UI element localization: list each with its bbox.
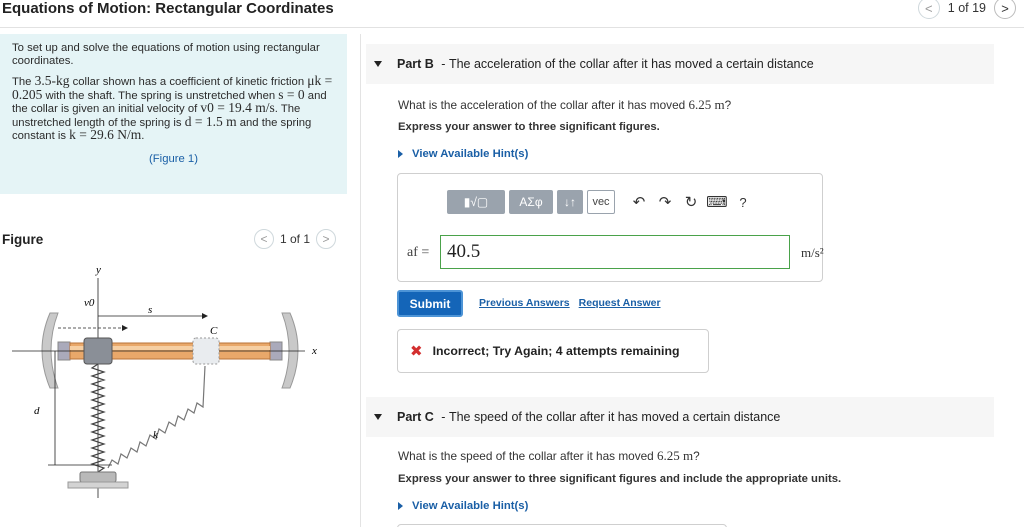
- toolbar-actions: [626, 190, 756, 214]
- figure-link[interactable]: (Figure 1): [149, 152, 198, 165]
- feedback-box: [397, 329, 709, 373]
- item-pager: [918, 0, 1016, 19]
- templates-button[interactable]: ▮√▢: [447, 190, 505, 214]
- chevron-left-icon[interactable]: <: [254, 229, 274, 249]
- part-c-hint-link[interactable]: View Available Hint(s): [398, 500, 528, 512]
- previous-answers-link[interactable]: Previous Answers: [479, 297, 570, 309]
- part-c-instruction: Express your answer to three significant figures and include the appropriate units.: [398, 473, 842, 485]
- top-bar: [0, 0, 1024, 28]
- collapse-triangle-icon[interactable]: [374, 414, 382, 420]
- fig-label-s: s: [148, 304, 153, 316]
- part-c-header[interactable]: Part C - The speed of the collar after it has moved a certain distance: [366, 397, 994, 437]
- part-c-letter: Part C: [397, 410, 434, 424]
- chevron-left-icon[interactable]: <: [918, 0, 940, 19]
- problem-body: The 3.5-kg collar shown has a coefficient of kinetic friction μk = 0.205 with the shaft. The spring is unstretched when s = 0 and the collar is given an initial velocity of v0 = 19.4 m/s. The unstretched length of the spring is d = 1.5 m and the spring constant is k = 29.6 N/m.: [12, 73, 333, 142]
- part-b-title: The acceleration of the collar after it has moved a certain distance: [448, 57, 814, 71]
- page-title: Equations of Motion: Rectangular Coordinates: [2, 0, 334, 17]
- figure-pager: [254, 229, 336, 249]
- part-b-question: What is the acceleration of the collar after it has moved 6.25 m?: [398, 97, 732, 112]
- fig-label-v0: v0: [84, 297, 95, 309]
- part-b-hint-link[interactable]: View Available Hint(s): [398, 148, 528, 160]
- answer-unit: m/s²: [801, 245, 824, 260]
- figure-counter: 1 of 1: [280, 232, 311, 246]
- undo-icon[interactable]: ↶: [632, 194, 646, 211]
- error-x-icon: ✖: [410, 343, 423, 360]
- fig-label-x: x: [312, 345, 317, 357]
- keyboard-icon[interactable]: ⌨: [706, 194, 728, 211]
- answer-links: [479, 297, 661, 309]
- part-b-header[interactable]: Part B - The acceleration of the collar after it has moved a certain distance: [366, 44, 994, 84]
- answer-variable: af =: [407, 245, 430, 260]
- figure-heading: Figure: [2, 232, 44, 247]
- math-toolbar: [447, 190, 615, 214]
- greek-symbols-button[interactable]: ΑΣφ: [509, 190, 553, 214]
- fig-label-y: y: [96, 264, 101, 276]
- column-divider: [360, 34, 361, 527]
- reset-icon[interactable]: ↻: [684, 194, 698, 211]
- fig-label-c: C: [210, 325, 218, 337]
- request-answer-link[interactable]: Request Answer: [578, 297, 661, 309]
- sub-superscript-button[interactable]: ↓↑: [557, 190, 583, 214]
- fig-label-d: d: [34, 405, 40, 417]
- chevron-right-icon[interactable]: >: [316, 229, 336, 249]
- part-b-letter: Part B: [397, 57, 434, 71]
- chevron-right-icon[interactable]: >: [994, 0, 1016, 19]
- help-icon[interactable]: ?: [739, 194, 747, 210]
- fig-label-k: k: [153, 429, 158, 441]
- feedback-text: Incorrect; Try Again; 4 attempts remaining: [432, 344, 680, 358]
- item-counter: 1 of 19: [947, 1, 986, 15]
- vector-button[interactable]: vec: [587, 190, 615, 214]
- collar-spring-figure: [0, 258, 345, 527]
- collapse-triangle-icon[interactable]: [374, 61, 382, 67]
- part-b-instruction: Express your answer to three significant figures.: [398, 121, 660, 133]
- answer-box: [397, 173, 823, 282]
- expand-triangle-icon: [398, 150, 403, 158]
- submit-button[interactable]: Submit: [397, 290, 463, 317]
- redo-icon[interactable]: ↷: [658, 194, 672, 211]
- problem-intro: To set up and solve the equations of motion using rectangular coordinates.: [12, 42, 320, 67]
- answer-input[interactable]: 40.5: [440, 235, 790, 269]
- part-c-title: The speed of the collar after it has moved a certain distance: [448, 410, 781, 424]
- part-c-question: What is the speed of the collar after it has moved 6.25 m?: [398, 448, 700, 463]
- expand-triangle-icon: [398, 502, 403, 510]
- problem-statement: [0, 34, 347, 194]
